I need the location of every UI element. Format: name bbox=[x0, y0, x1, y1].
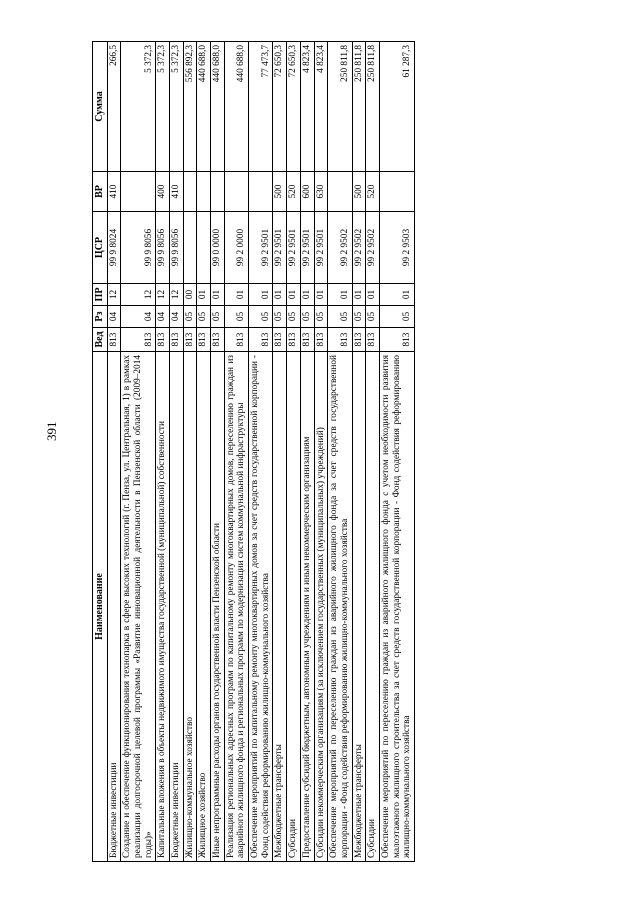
cell-sum: 440 688,0 bbox=[224, 42, 248, 172]
table-row bbox=[328, 42, 352, 862]
cell-rz: 05 bbox=[183, 306, 197, 328]
cell-rz: 05 bbox=[352, 306, 366, 328]
table-row bbox=[121, 42, 156, 862]
cell-name: Бюджетные инвестиции bbox=[107, 352, 121, 862]
cell-ved: 813 bbox=[197, 328, 211, 352]
cell-pr: 01 bbox=[352, 284, 366, 306]
cell-rz: 05 bbox=[211, 306, 225, 328]
cell-rz: 05 bbox=[379, 306, 414, 328]
cell-pr: 12 bbox=[156, 284, 170, 306]
cell-name: Обеспечение мероприятий по переселению граждан из аварийного жилищного фонда за счет средств государственной корпорации - Фонд содействия реформированию жилищно-коммунального хозяйства bbox=[328, 352, 352, 862]
cell-csr: 99 9 8056 bbox=[156, 212, 170, 284]
page-number: 391 bbox=[44, 421, 59, 441]
cell-sum: 5 372,3 bbox=[169, 42, 183, 172]
cell-sum: 250 811,8 bbox=[352, 42, 366, 172]
cell-vr: 520 bbox=[366, 172, 380, 212]
cell-rz: 05 bbox=[328, 306, 352, 328]
cell-ved: 813 bbox=[224, 328, 248, 352]
cell-csr: 99 2 9501 bbox=[314, 212, 328, 284]
cell-csr bbox=[197, 212, 211, 284]
table-header-row bbox=[93, 42, 108, 862]
cell-vr: 520 bbox=[287, 172, 301, 212]
header-ved: Вед bbox=[93, 328, 108, 352]
cell-vr bbox=[121, 172, 156, 212]
cell-ved: 813 bbox=[211, 328, 225, 352]
rotated-page-content bbox=[92, 42, 512, 862]
table-body bbox=[107, 42, 415, 862]
header-sum: Сумма bbox=[93, 42, 108, 172]
cell-rz: 05 bbox=[249, 306, 273, 328]
table-row bbox=[183, 42, 197, 862]
cell-sum: 250 811,8 bbox=[366, 42, 380, 172]
cell-csr: 99 2 9502 bbox=[366, 212, 380, 284]
header-csr: ЦСР bbox=[93, 212, 108, 284]
cell-csr: 99 2 0000 bbox=[224, 212, 248, 284]
table-row bbox=[197, 42, 211, 862]
cell-vr: 410 bbox=[169, 172, 183, 212]
cell-pr: 01 bbox=[328, 284, 352, 306]
cell-name: Жилищное хозяйство bbox=[197, 352, 211, 862]
cell-rz: 05 bbox=[224, 306, 248, 328]
cell-sum: 5 372,3 bbox=[121, 42, 156, 172]
cell-csr: 99 2 9503 bbox=[379, 212, 414, 284]
cell-rz: 05 bbox=[273, 306, 287, 328]
cell-name: Иные непрограммные расходы органов государственной власти Пензенской области bbox=[211, 352, 225, 862]
cell-ved: 813 bbox=[352, 328, 366, 352]
cell-sum: 440 688,0 bbox=[197, 42, 211, 172]
cell-ved: 813 bbox=[107, 328, 121, 352]
cell-csr: 99 2 9501 bbox=[273, 212, 287, 284]
cell-vr: 500 bbox=[352, 172, 366, 212]
table-row bbox=[314, 42, 328, 862]
cell-ved: 813 bbox=[121, 328, 156, 352]
cell-pr: 01 bbox=[314, 284, 328, 306]
cell-csr bbox=[183, 212, 197, 284]
cell-pr: 01 bbox=[197, 284, 211, 306]
cell-name: Межбюджетные трансферты bbox=[273, 352, 287, 862]
cell-ved: 813 bbox=[273, 328, 287, 352]
table-row bbox=[156, 42, 170, 862]
cell-name: Субсидии bbox=[287, 352, 301, 862]
cell-sum: 72 650,3 bbox=[273, 42, 287, 172]
cell-vr bbox=[224, 172, 248, 212]
header-name: Наименование bbox=[93, 352, 108, 862]
cell-csr: 99 2 9502 bbox=[352, 212, 366, 284]
table-row bbox=[211, 42, 225, 862]
cell-ved: 813 bbox=[169, 328, 183, 352]
header-vr: ВР bbox=[93, 172, 108, 212]
cell-vr bbox=[328, 172, 352, 212]
cell-rz: 04 bbox=[107, 306, 121, 328]
cell-csr: 99 2 9502 bbox=[328, 212, 352, 284]
cell-csr: 99 9 8024 bbox=[107, 212, 121, 284]
cell-pr: 01 bbox=[224, 284, 248, 306]
cell-vr bbox=[211, 172, 225, 212]
cell-sum: 250 811,8 bbox=[328, 42, 352, 172]
cell-ved: 813 bbox=[314, 328, 328, 352]
cell-name: Предоставление субсидий бюджетным, автономным учреждениям и иным некоммерческим организациям bbox=[300, 352, 314, 862]
cell-sum: 77 473,7 bbox=[249, 42, 273, 172]
table-row bbox=[169, 42, 183, 862]
cell-pr: 01 bbox=[249, 284, 273, 306]
cell-ved: 813 bbox=[183, 328, 197, 352]
cell-vr: 400 bbox=[156, 172, 170, 212]
cell-pr: 01 bbox=[366, 284, 380, 306]
table-row bbox=[107, 42, 121, 862]
cell-sum: 5 372,3 bbox=[156, 42, 170, 172]
cell-sum: 556 892,3 bbox=[183, 42, 197, 172]
cell-vr: 630 bbox=[314, 172, 328, 212]
cell-name: Межбюджетные трансферты bbox=[352, 352, 366, 862]
cell-rz: 05 bbox=[300, 306, 314, 328]
table-row bbox=[249, 42, 273, 862]
cell-rz: 05 bbox=[287, 306, 301, 328]
cell-sum: 61 287,3 bbox=[379, 42, 414, 172]
cell-pr: 01 bbox=[273, 284, 287, 306]
cell-name: Обеспечение мероприятий по переселению граждан из аварийного жилищного фонда с учетом необходимости развития малоэтажного жилищного строительства за счет средств государственной корпорации - Фонд содействия реформированию жилищно-коммунального хозяйства bbox=[379, 352, 414, 862]
cell-vr bbox=[197, 172, 211, 212]
header-pr: ПР bbox=[93, 284, 108, 306]
cell-pr: 12 bbox=[169, 284, 183, 306]
cell-name: Субсидии bbox=[366, 352, 380, 862]
cell-csr: 99 9 8056 bbox=[121, 212, 156, 284]
cell-name: Субсидии некоммерческим организациям (за исключением государственных (муниципальных) учреждений) bbox=[314, 352, 328, 862]
cell-name: Капитальные вложения в объекты недвижимого имущества государственной (муниципальной) собственности bbox=[156, 352, 170, 862]
cell-rz: 05 bbox=[314, 306, 328, 328]
cell-rz: 05 bbox=[366, 306, 380, 328]
cell-vr: 410 bbox=[107, 172, 121, 212]
cell-csr: 99 2 9501 bbox=[287, 212, 301, 284]
cell-csr: 99 0 0000 bbox=[211, 212, 225, 284]
cell-ved: 813 bbox=[156, 328, 170, 352]
cell-sum: 440 688,0 bbox=[211, 42, 225, 172]
table-row bbox=[287, 42, 301, 862]
header-rz: Рз bbox=[93, 306, 108, 328]
cell-ved: 813 bbox=[300, 328, 314, 352]
cell-ved: 813 bbox=[328, 328, 352, 352]
table-row bbox=[352, 42, 366, 862]
cell-sum: 4 823,4 bbox=[314, 42, 328, 172]
cell-ved: 813 bbox=[287, 328, 301, 352]
cell-pr: 01 bbox=[379, 284, 414, 306]
table-row bbox=[366, 42, 380, 862]
cell-name: Создание и обеспечение функционирования технопарка в сфере высоких технологий (г. Пенза, ул. Центральная, 1) в рамках реализации долгосрочной целевой программы «Развитие инновационной деятельности в Пензенской области (2009–2014 годы)» bbox=[121, 352, 156, 862]
cell-rz: 04 bbox=[169, 306, 183, 328]
cell-pr: 01 bbox=[211, 284, 225, 306]
cell-pr: 01 bbox=[300, 284, 314, 306]
cell-rz: 05 bbox=[197, 306, 211, 328]
cell-pr: 00 bbox=[183, 284, 197, 306]
cell-ved: 813 bbox=[379, 328, 414, 352]
cell-csr: 99 2 9501 bbox=[300, 212, 314, 284]
table-row bbox=[273, 42, 287, 862]
cell-vr bbox=[183, 172, 197, 212]
cell-pr: 12 bbox=[107, 284, 121, 306]
cell-vr bbox=[249, 172, 273, 212]
cell-csr: 99 9 8056 bbox=[169, 212, 183, 284]
cell-rz: 04 bbox=[156, 306, 170, 328]
cell-sum: 72 650,3 bbox=[287, 42, 301, 172]
cell-vr: 500 bbox=[273, 172, 287, 212]
cell-vr: 600 bbox=[300, 172, 314, 212]
budget-table bbox=[92, 41, 415, 862]
cell-name: Жилищно-коммунальное хозяйство bbox=[183, 352, 197, 862]
cell-pr: 01 bbox=[287, 284, 301, 306]
table-row bbox=[224, 42, 248, 862]
table-row bbox=[379, 42, 414, 862]
cell-vr bbox=[379, 172, 414, 212]
cell-sum: 266,5 bbox=[107, 42, 121, 172]
cell-name: Обеспечение мероприятий по капитальному ремонту многоквартирных домов за счет средств государственной корпорации - Фонд содействия реформированию жилищно-коммунального хозяйства bbox=[249, 352, 273, 862]
cell-ved: 813 bbox=[249, 328, 273, 352]
cell-csr: 99 2 9501 bbox=[249, 212, 273, 284]
cell-pr: 12 bbox=[121, 284, 156, 306]
cell-name: Бюджетные инвестиции bbox=[169, 352, 183, 862]
cell-rz: 04 bbox=[121, 306, 156, 328]
cell-ved: 813 bbox=[366, 328, 380, 352]
cell-sum: 4 823,4 bbox=[300, 42, 314, 172]
table-row bbox=[300, 42, 314, 862]
cell-name: Реализация региональных адресных программ по капитальному ремонту многоквартирных домов, переселению граждан из аварийного жилищного фонда и региональных программ по модернизации систем коммунальной инфраструктуры bbox=[224, 352, 248, 862]
